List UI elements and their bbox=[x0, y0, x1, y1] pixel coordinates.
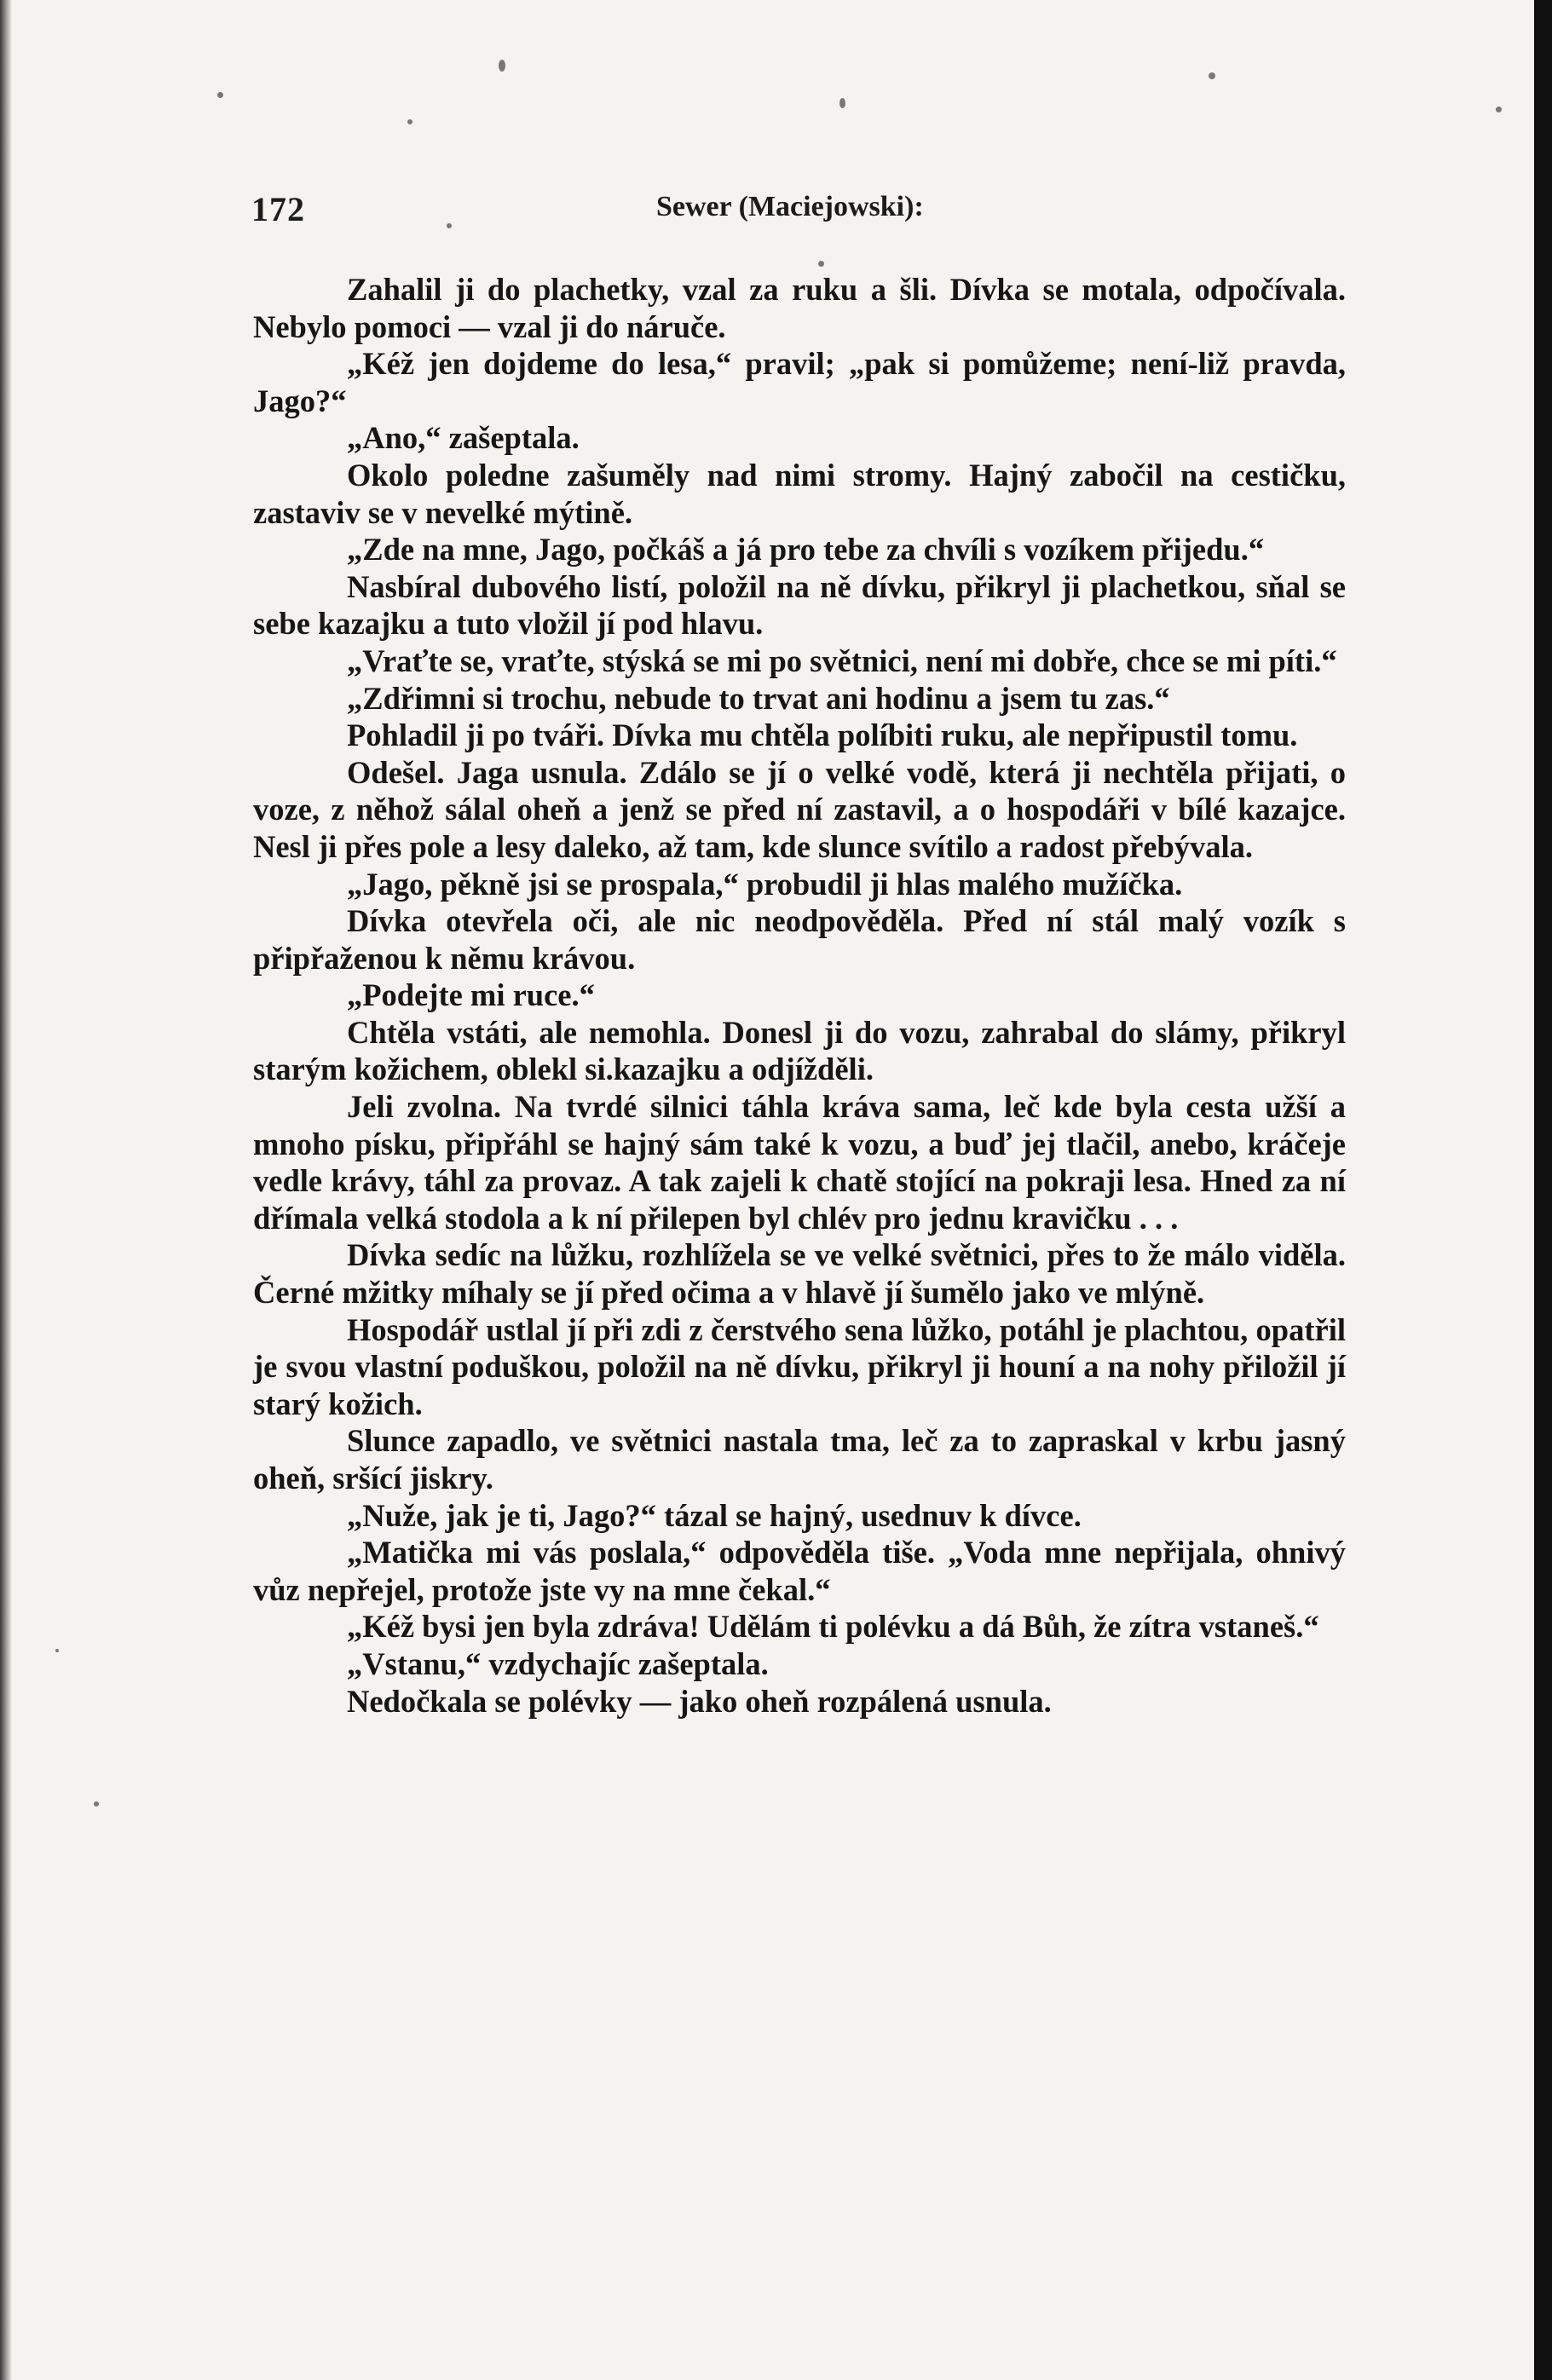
scan-border bbox=[1534, 0, 1552, 2380]
running-head: Sewer (Maciejowski): bbox=[656, 191, 924, 222]
page-gutter-shadow bbox=[0, 0, 12, 2380]
paragraph: Dívka sedíc na lůžku, rozhlížela se ve velké světnici, přes to že málo viděla. Černé mžitky míhaly se jí před očima a v hlavě jí šumělo jako ve mlýně. bbox=[253, 1237, 1346, 1311]
paragraph: „Kéž jen dojdeme do lesa,“ pravil; „pak si pomůžeme; není-liž pravda, Jago?“ bbox=[253, 346, 1346, 418]
scan-speck bbox=[94, 1801, 99, 1807]
scan-speck bbox=[839, 98, 845, 108]
paragraph: Hospodář ustlal jí při zdi z čerstvého sena lůžko, potáhl je plachtou, opatřil je svou vlastní poduškou, položil na ně dívku, přikryl ji houní a na nohy přiložil jí starý kožich. bbox=[253, 1311, 1346, 1421]
paragraph: „Kéž bysi jen byla zdráva! Udělám ti polévku a dá Bůh, že zítra vstaneš.“ bbox=[347, 1609, 1319, 1645]
paragraph: Nasbíral dubového listí, položil na ně dívku, přikryl ji plachetkou, sňal se sebe kazajku a tuto vložil jí pod hlavu. bbox=[253, 568, 1346, 642]
paragraph: Chtěla vstáti, ale nemohla. Donesl ji do vozu, zahrabal do slámy, přikryl starým kožichem, oblekl si.kazajku a odjížděli. bbox=[253, 1014, 1346, 1087]
paragraph: „Zdřimni si trochu, nebude to trvat ani hodinu a jsem tu zas.“ bbox=[347, 680, 1170, 716]
paragraph: Pohladil ji po tváři. Dívka mu chtěla políbiti ruku, ale nepřipustil tomu. bbox=[347, 717, 1298, 753]
scan-speck bbox=[499, 60, 505, 72]
paragraph: Okolo poledne zašuměly nad nimi stromy. Hajný zabočil na cestičku, zastaviv se v nevelké mýtině. bbox=[253, 457, 1346, 530]
paragraph: „Podejte mi ruce.“ bbox=[347, 977, 595, 1013]
paragraph: Jeli zvolna. Na tvrdé silnici táhla kráva sama, leč kde byla cesta užší a mnoho písku, připřáhl se hajný sám také k vozu, a buď jej tlačil, anebo, kráčeje vedle krávy, táhl za provaz. A tak zajeli k chatě stojící na pokraji lesa. Hned za ní dřímala velká stodola a k ní přilepen byl chlév pro jednu kravičku . . . bbox=[253, 1089, 1346, 1236]
page-number: 172 bbox=[251, 190, 305, 228]
paragraph: „Nuže, jak je ti, Jago?“ tázal se hajný, usednuv k dívce. bbox=[347, 1497, 1082, 1533]
paragraph: „Vraťte se, vraťte, stýská se mi po světnici, není mi dobře, chce se mi píti.“ bbox=[347, 643, 1337, 678]
paragraph: Odešel. Jaga usnula. Zdálo se jí o velké vodě, která ji nechtěla přijati, o voze, z něhož sálal oheň a jenž se před ní zastavil, a o hospodáři v bílé kazajce. Nesl ji přes pole a lesy daleko, až tam, kde slunce svítilo a radost přebývala. bbox=[253, 754, 1346, 864]
paragraph: „Zde na mne, Jago, počkáš a já pro tebe za chvíli s vozíkem přijedu.“ bbox=[347, 532, 1265, 568]
scan-speck bbox=[1209, 72, 1215, 79]
scan-speck bbox=[217, 92, 223, 98]
paragraph: „Matička mi vás poslala,“ odpověděla tiše. „Voda mne nepřijala, ohnivý vůz nepřejel, protože jste vy na mne čekal.“ bbox=[253, 1535, 1346, 1607]
paragraph: Nedočkala se polévky — jako oheň rozpálená usnula. bbox=[347, 1683, 1052, 1719]
paragraph: Slunce zapadlo, ve světnici nastala tma, leč za to zapraskal v krbu jasný oheň, sršící jiskry. bbox=[253, 1423, 1346, 1495]
page-header bbox=[251, 189, 1359, 232]
body-text bbox=[253, 271, 1346, 1720]
paragraph: „Vstanu,“ vzdychajíc zašeptala. bbox=[347, 1645, 769, 1681]
scan-speck bbox=[407, 119, 413, 124]
scan-speck bbox=[818, 261, 824, 267]
paragraph: „Jago, pěkně jsi se prospala,“ probudil ji hlas malého mužíčka. bbox=[347, 866, 1183, 902]
scan-speck bbox=[1496, 107, 1502, 112]
paragraph: „Ano,“ zašeptala. bbox=[347, 420, 580, 456]
paragraph: Zahalil ji do plachetky, vzal za ruku a šli. Dívka se motala, odpočívala. Nebylo pomoci — vzal ji do náruče. bbox=[253, 272, 1346, 344]
paragraph: Dívka otevřela oči, ale nic neodpověděla. Před ní stál malý vozík s připřaženou k němu krávou. bbox=[253, 903, 1346, 976]
scan-speck bbox=[55, 1649, 59, 1652]
